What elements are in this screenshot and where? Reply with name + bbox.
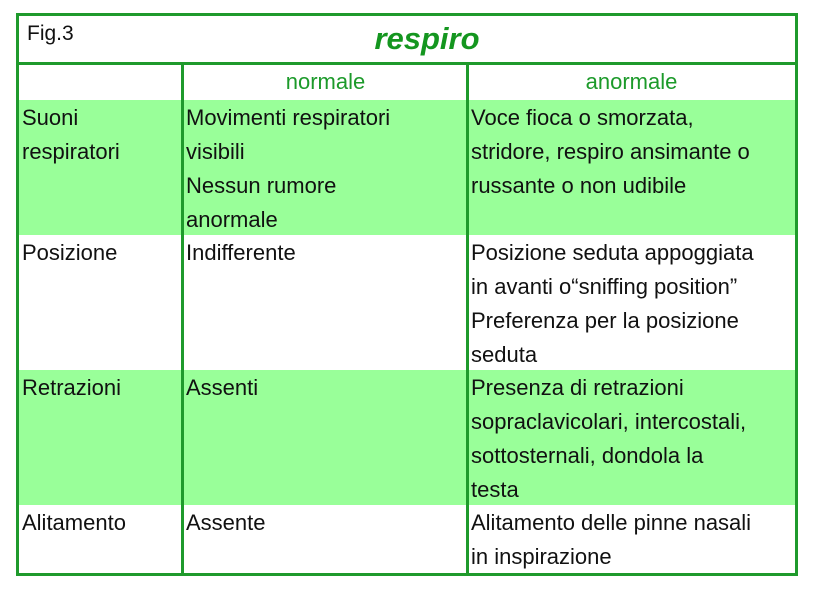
normal-cell: Movimenti respiratori visibili Nessun rumore anormale bbox=[186, 105, 391, 232]
abnormal-cell: Alitamento delle pinne nasali in inspirazione bbox=[471, 510, 752, 569]
abnormal-cell: Presenza di retrazioni sopraclavicolari, intercostali, sottosternali, dondola la testa bbox=[471, 375, 747, 502]
row-label: Retrazioni bbox=[22, 375, 122, 400]
row-label: Alitamento bbox=[22, 510, 126, 535]
table-row bbox=[19, 235, 795, 370]
figure-label: Fig.3 bbox=[27, 22, 74, 45]
abnormal-cell: Posizione seduta appoggiata in avanti o“sniffing position” Preferenza per la posizione seduta bbox=[471, 240, 754, 367]
breathing-assessment-table bbox=[16, 13, 798, 576]
table-row bbox=[19, 100, 795, 235]
column-header-abnormal: anormale bbox=[585, 69, 678, 94]
column-divider bbox=[466, 65, 469, 573]
abnormal-cell: Voce fioca o smorzata, stridore, respiro ansimante o russante o non udibile bbox=[471, 105, 750, 198]
table-title-row bbox=[19, 16, 795, 65]
column-header-row bbox=[19, 65, 795, 100]
normal-cell: Assente bbox=[186, 510, 266, 535]
column-header-normal: normale bbox=[285, 69, 366, 94]
table-row bbox=[19, 370, 795, 505]
table-row bbox=[19, 505, 795, 573]
row-label: Suoni respiratori bbox=[22, 105, 120, 164]
table-title: respiro bbox=[374, 21, 480, 56]
normal-cell: Assenti bbox=[186, 375, 259, 400]
row-label: Posizione bbox=[22, 240, 118, 265]
column-divider bbox=[181, 65, 184, 573]
normal-cell: Indifferente bbox=[186, 240, 296, 265]
